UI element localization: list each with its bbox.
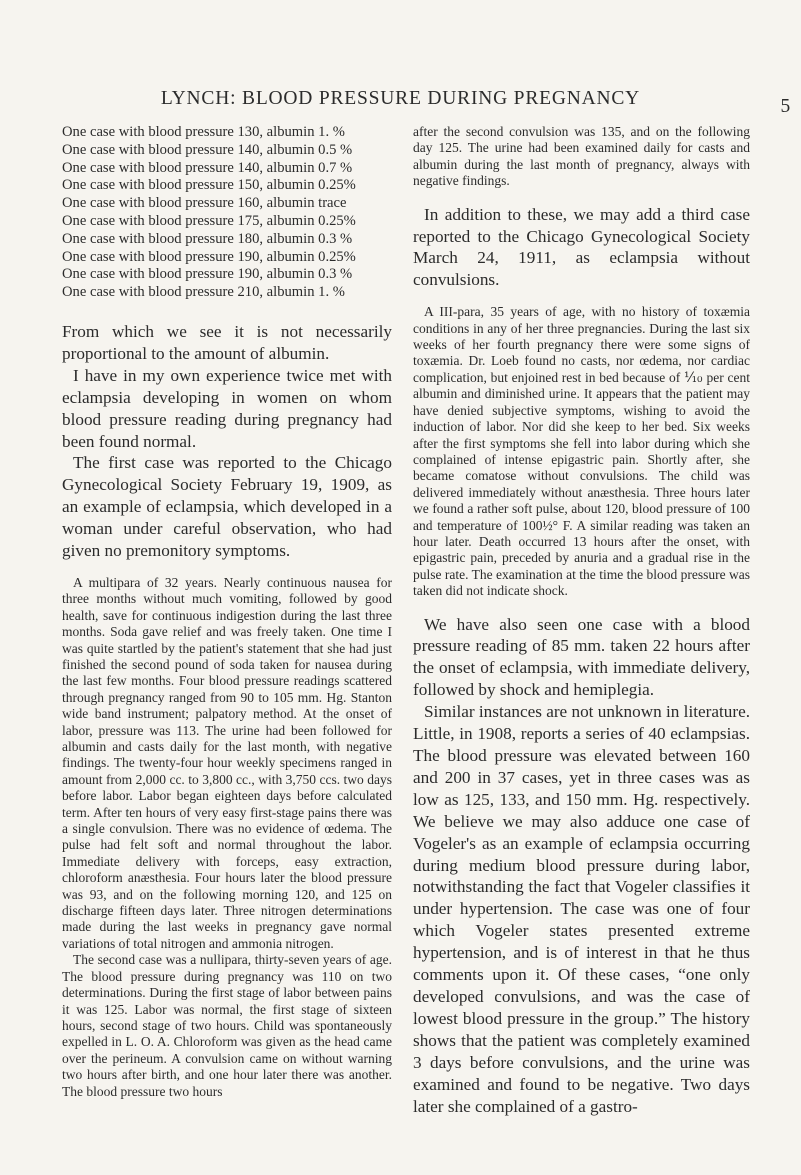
case-list-item: One case with blood pressure 130, albumin 1. % [62, 124, 345, 140]
case-report: A multipara of 32 years. Nearly continuous nausea for three months without much vomiting, followed by good health, save for continuous indigestion during the last three months. Soda gave relief and was freely taken. One time I was quite startled by the patient's statement that she had just finished the second pound of soda taken for nausea during the last few months. Four blood pressure readings scattered through pregnancy ranged from 90 to 105 mm. Hg. Stanton wide band instrument; palpatory method. At the onset of labor, pressure was 113. The urine had been followed for albumin and casts daily for the last month, with negative findings. The twenty-four hour weekly specimens ranged in amount from 2,000 cc. to 3,800 cc., with 3,750 ccs. two days before labor. Labor began eighteen days before calculated term. After ten hours of very easy first-stage pains there was a single convulsion. There was no evidence of œdema. The pulse had felt soft and normal throughout the labor. Immediate delivery with forceps, easy extraction, chloroform anæsthesia. Four hours later the blood pressure was 93, and on the following morning 120, and 125 on discharge fifteen days later. Three nitrogen determinations made during the last weeks in pregnancy gave normal variations of total nitrogen and ammonia nitrogen. [62, 574, 392, 951]
case-list-item: One case with blood pressure 140, albumin 0.5 % [62, 141, 353, 158]
case-list-item: One case with blood pressure 190, albumin 0.25% [62, 248, 356, 265]
case-list-item: One case with blood pressure 180, albumin 0.3 % [62, 230, 353, 247]
right-column [413, 124, 750, 1117]
case-report: The second case was a nullipara, thirty-seven years of age. The blood pressure during pregnancy was 110 on two determinations. During the first stage of labor between pains it was 125. Labor was normal, the first stage of sixteen hours, second stage of two hours. Child was spontaneously expelled in L. O. A. Chloroform was given as the head came over the perineum. A convulsion came on without warning two hours after birth, and one hour later there was another. The blood pressure two hours [62, 952, 392, 1099]
case-list-item: One case with blood pressure 190, albumin 0.3 % [62, 266, 353, 283]
paragraph: The first case was reported to the Chicago Gynecological Society February 19, 1909, as an example of eclampsia, which developed in a woman under careful observation, who had given no premonitory symptoms. [62, 453, 392, 561]
case-list [62, 124, 392, 302]
paragraph: I have in my own experience twice met with eclampsia developing in women on whom blood pressure reading during pregnancy had been found normal. [62, 365, 392, 451]
running-title: LYNCH: BLOOD PRESSURE DURING PREGNANCY [160, 88, 641, 109]
left-column [62, 124, 392, 1100]
paragraph: We have also seen one case with a blood pressure reading of 85 mm. taken 22 hours after the onset of eclampsia, with immediate delivery, followed by shock and hemiplegia. [413, 614, 750, 700]
case-list-item: One case with blood pressure 210, albumin 1. % [62, 284, 345, 301]
paragraph: In addition to these, we may add a third case reported to the Chicago Gynecological Society March 24, 1911, as eclampsia without convulsions. [413, 204, 750, 290]
paragraph: Similar instances are not unknown in literature. Little, in 1908, reports a series of 40 eclampsias. The blood pressure was elevated between 160 and 200 in 37 cases, yet in three cases was as low as 125, 133, and 150 mm. Hg. respectively. We believe we may also adduce one case of Vogeler's as an example of eclampsia occurring during medium blood pressure during labor, notwithstanding the fact that Vogeler classifies it under hypertension. The case was one of four which Vogeler states presented extreme hypertension, and is of interest in that he thus comments upon it. Of these cases, “one only developed convulsions, and was the case of lowest blood pressure in the group.” The history shows that the patient was completely examined 3 days before convulsions, and the urine was examined and found to be negative. Two days later she complained of a gastro- [413, 702, 751, 1116]
case-list-item: One case with blood pressure 150, albumin 0.25% [62, 177, 356, 194]
running-header [0, 88, 801, 117]
case-list-item: One case with blood pressure 140, albumin 0.7 % [62, 159, 353, 176]
case-list-item: One case with blood pressure 175, albumin 0.25% [62, 212, 356, 229]
case-report: A III-para, 35 years of age, with no history of toxæmia conditions in any of her three pregnancies. During the last six weeks of her fourth pregnancy there were some signs of toxæmia. Dr. Loeb found no casts, nor œdema, nor cardiac complication, but enjoined rest in bed because of ⅒ per cent albumin and diminished urine. It appears that the patient may have denied subjective symptoms, wishing to avoid the induction of labor. Nor did she keep to her bed. Six weeks after the first symptoms she fell into labor during which she complained of intense epigastric pain. Shortly after, she became comatose without convulsions. The child was delivered immediately without anæsthesia. Three hours later we found a rather soft pulse, about 120, blood pressure of 100 and temperature of 100½° F. A similar reading was taken an hour later. Death occurred 13 hours after the onset, with epigastric pain, preceded by anuria and a gradual rise in the pulse rate. The examination at the time the blood pressure was taken did not indicate shock. [413, 304, 750, 599]
paragraph: From which we see it is not necessarily proportional to the amount of albumin. [62, 321, 392, 363]
case-report: after the second convulsion was 135, and on the following day 125. The urine had been examined daily for casts and albumin during the last month of pregnancy, always with negative findings. [413, 124, 750, 189]
page-number: 5 [780, 96, 791, 117]
case-list-item: One case with blood pressure 160, albumin trace [62, 195, 347, 212]
